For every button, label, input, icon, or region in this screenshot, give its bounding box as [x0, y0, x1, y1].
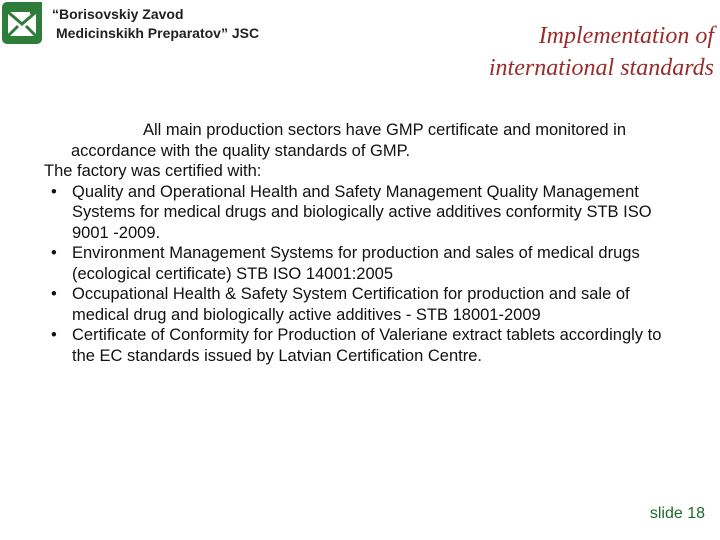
list-item [44, 182, 674, 244]
list-item [44, 284, 674, 325]
list-item [44, 243, 674, 284]
slide-body [44, 120, 674, 366]
bullet-icon: • [51, 244, 57, 262]
certified-lead: The factory was certified with: [44, 162, 262, 180]
intro-paragraph: All main production sectors have GMP certificate and monitored in accordance with the quality standards of GMP. [71, 121, 627, 160]
list-item-text: Certificate of Conformity for Production of Valeriane extract tablets accordingly to the EC standards issued by Latvian Certification Centre. [72, 326, 662, 365]
slide-title [489, 20, 714, 84]
slide-title-line1: Implementation of [538, 23, 714, 49]
company-logo-icon [0, 0, 44, 46]
bullet-icon: • [51, 285, 57, 303]
list-item-text: Environment Management Systems for production and sales of medical drugs (ecological certificate) STB ISO 14001:2005 [72, 244, 640, 283]
list-item-text: Occupational Health & Safety System Certification for production and sale of medical drug and biologically active additives - STB 18001-2009 [72, 285, 630, 324]
bullet-icon: • [51, 326, 57, 344]
slide-title-line2: international standards [488, 55, 714, 81]
certificate-list [44, 182, 674, 367]
list-item-text: Quality and Operational Health and Safety Management Quality Management Systems for medical drugs and biologically active additives conformity STB ISO 9001 -2009. [72, 182, 652, 242]
company-name-line2: Medicinskikh Preparatov” JSC [56, 25, 260, 41]
list-item [44, 325, 674, 366]
company-name [52, 5, 259, 43]
company-name-line1: “Borisovskiy Zavod [52, 6, 184, 22]
slide-number: slide 18 [649, 505, 705, 522]
bullet-icon: • [51, 182, 57, 201]
